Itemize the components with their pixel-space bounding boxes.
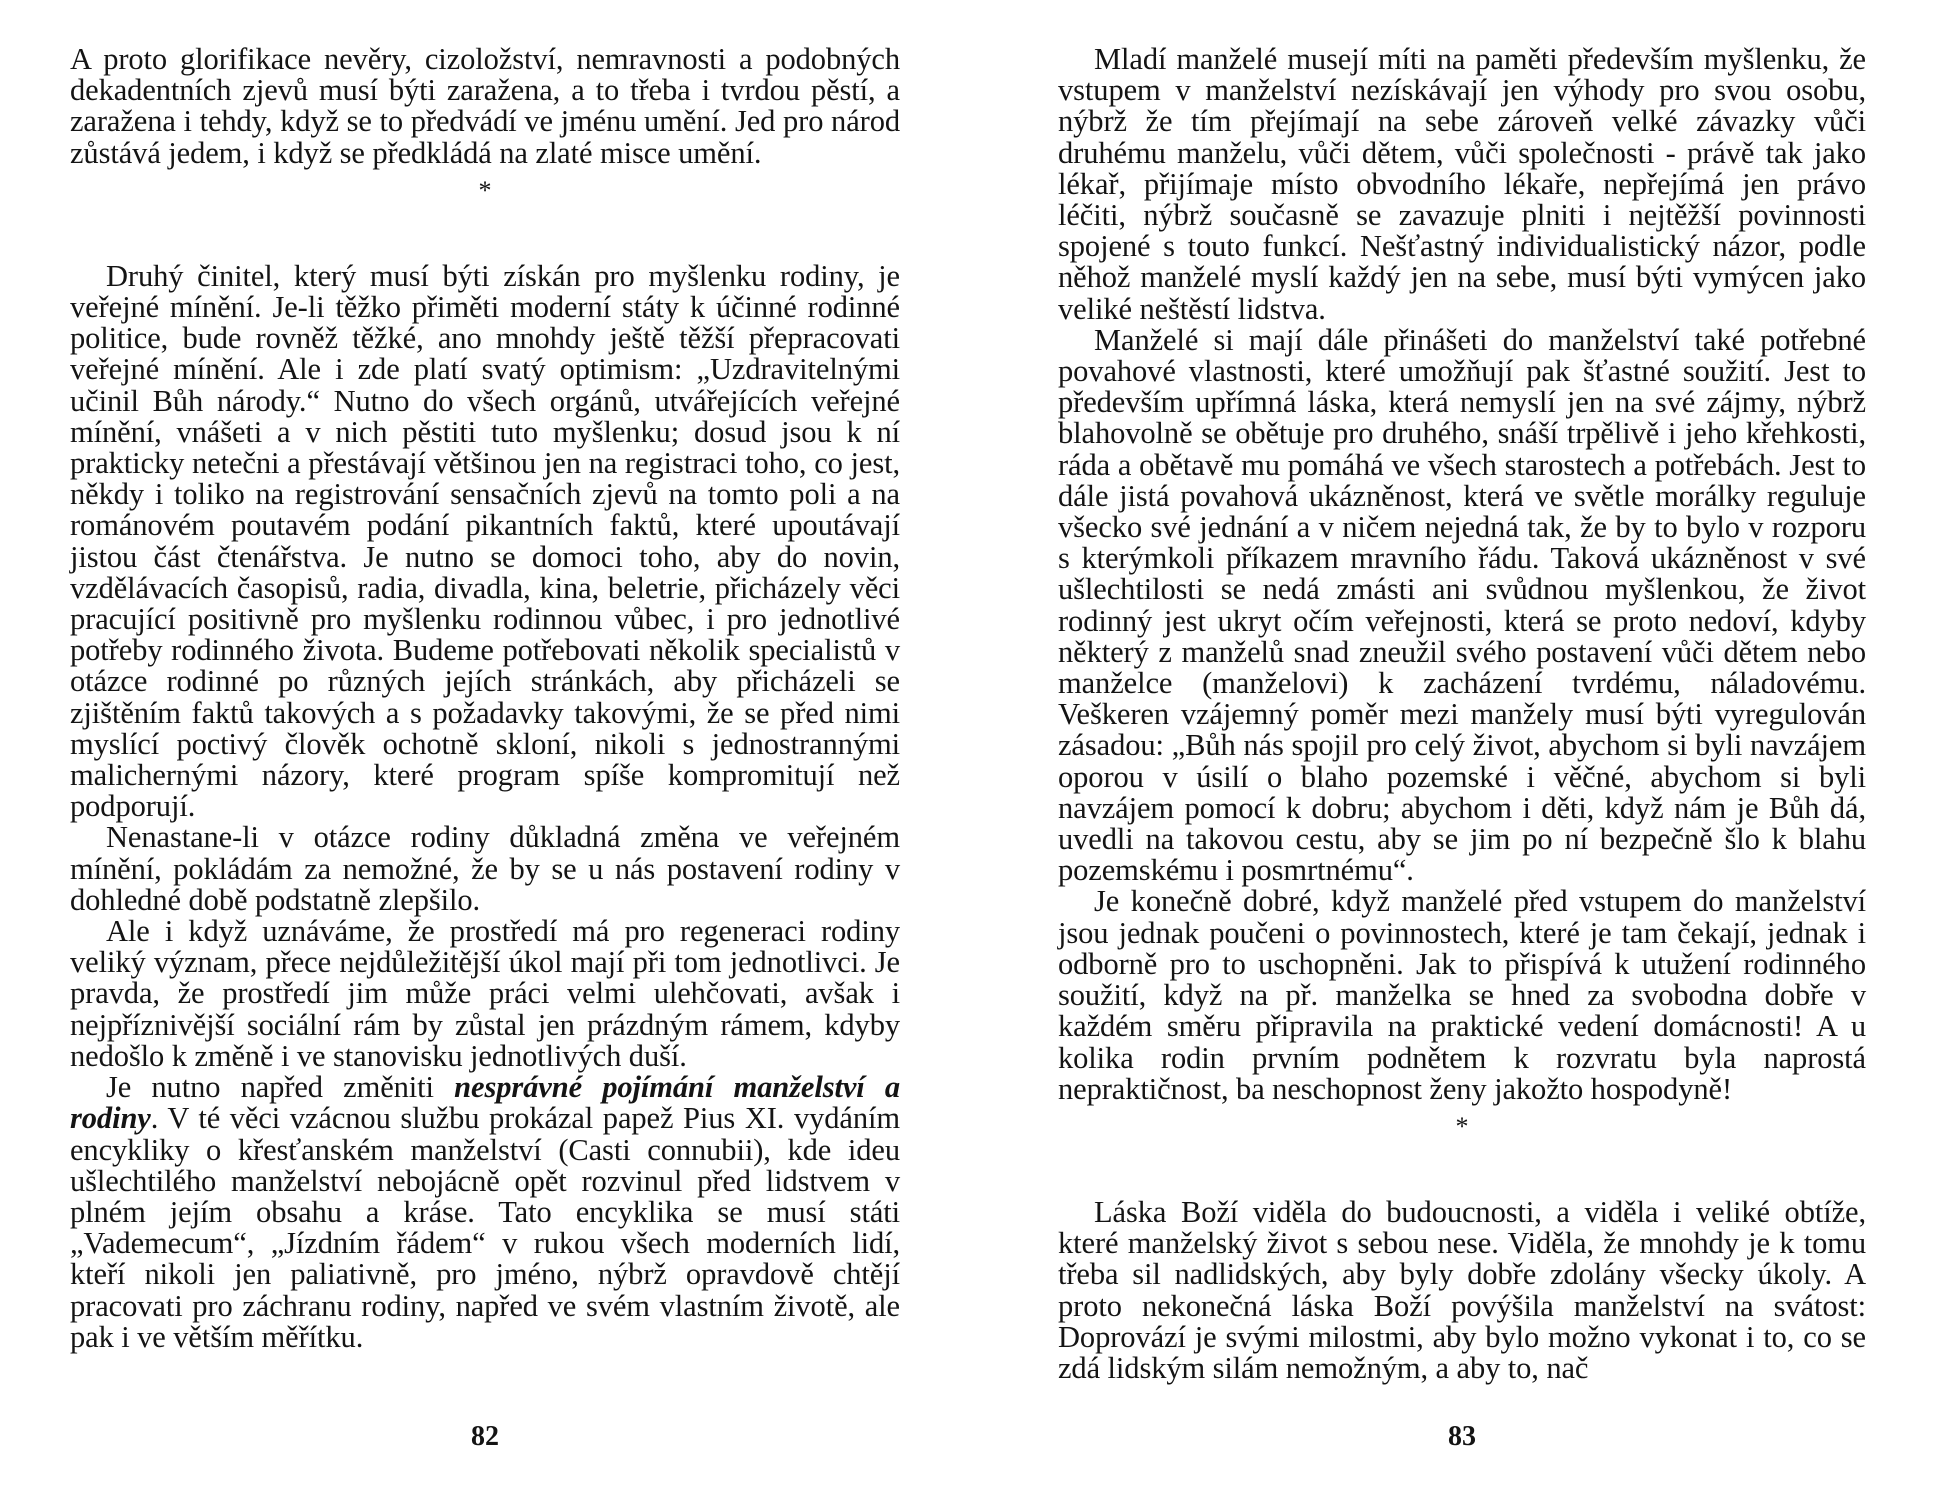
left-paragraph-intro: A proto glorifikace nevěry, cizoložství, nemravnosti a podobných dekadentních zjevů musí býti zaražena, a to třeba i tvrdou pěstí, a zaražena i tehdy, když se to předvádí ve jménu umění. Jed pro národ zůstává jedem, i když se předkládá na zlaté misce umění. xyxy=(70,42,900,170)
right-page-text xyxy=(1058,44,1866,1384)
right-paragraph-3: Je konečně dobré, když manželé před vstupem do manželství jsou jednak poučeni o povinnostech, které je tam čekají, jednak i odborně pro to uschopněni. Jak to přispívá k utužení rodinného soužití, když na př. manželka se hned za svobodna dobře v každém směru připravila na praktické vedení domácnosti! A u kolika rodin prvním podnětem k rozvratu byla naprostá nepraktičnost, ba neschopnost ženy jakožto hospodyně! xyxy=(1058,884,1866,1106)
page-number-left: 82 xyxy=(471,1421,499,1452)
left-paragraph-4-end: . V té věci vzácnou službu prokázal papež Pius XI. vydáním encykliky o křesťanském manželství (Casti connubii), kde ideu ušlechtilého manželství nebojácně opět rozvinul před lidstvem v plném jejím obsahu a kráse. Tato encyklika se musí státi „Vademecum“, „Jízdním řádem“ v rukou všech moderních lidí, kteří nikoli jen paliativně, pro jméno, nýbrž opravdově chtějí pracovati pro záchranu rodiny, napřed ve svém vlastním životě, ale pak i ve větším měřítku. xyxy=(70,1101,900,1354)
section-separator: * xyxy=(478,175,492,205)
section-separator: * xyxy=(1455,1111,1469,1141)
right-paragraph-4: Láska Boží viděla do budoucnosti, a viděla i veliké obtíže, které manželský život s sebou nese. Viděla, že mnohdy je k tomu třeba sil nadlidských, aby byly dobře zdolány všecky úkoly. A proto nekonečná láska Boží povýšila manželství na svátost: Doprovází je svými milostmi, aby bylo možno vykonat i to, co se zdá lidským silám nemožným, a aby to, nač xyxy=(1058,1194,1866,1385)
right-paragraph-1: Mladí manželé musejí míti na paměti především myšlenku, že vstupem v manželství nezískávají jen výhody pro svou osobu, nýbrž že tím přejímají na sebe zároveň velké závazky vůči druhému manželu, vůči dětem, vůči společnosti - právě tak jako lékař, přijímaje místo obvodního lékaře, nepřejímá jen právo léčiti, nýbrž současně se zavazuje plniti i nejtěžší povinnosti spojené s touto funkcí. Nešťastný individualistický názor, podle něhož manželé myslí každý jen na sebe, musí býti vymýcen jako veliké neštěstí lidstva. xyxy=(1058,42,1866,326)
left-paragraph-4-start: Je nutno napřed změniti xyxy=(106,1070,455,1105)
left-paragraph-2: Nenastane-li v otázce rodiny důkladná změna ve veřejném mínění, pokládám za nemožné, že by se u nás postavení rodiny v dohledné době podstatně zlepšilo. xyxy=(70,820,900,917)
right-paragraph-2: Manželé si mají dále přinášeti do manželství také potřebné povahové vlastnosti, které umožňují pak šťastné soužití. Jest to především upřímná láska, která nemyslí jen na své zájmy, nýbrž blahovolně se obětuje pro druhého, snáší trpělivě i jeho křehkosti, ráda a obětavě mu pomáhá ve všech starostech a potřebách. Jest to dále jistá povahová ukázněnost, která ve světle morálky reguluje všecko své jednání a v ničem nejedná tak, že by to bylo v rozporu s kterýmkoli příkazem mravního řádu. Taková ukázněnost v své ušlechtilosti se nedá zmásti ani svůdnou myšlenkou, že život rodinný jest ukryt očím veřejnosti, která se proto nedoví, kdyby některý z manželů snad zneužil svého postavení vůči dětem nebo manželce (manželovi) k zacházení tvrdému, náladovému. Veškeren vzájemný poměr mezi manžely musí býti vyregulován zásadou: „Bůh nás spojil pro celý život, abychom si byli navzájem oporou v úsilí o blaho pozemské i věčné, abychom si byli navzájem pomocí k dobru; abychom i děti, když nám je Bůh dá, uvedli na takovou cestu, aby se jim po ní bezpečně šlo k blahu pozemskému i posmrtnému“. xyxy=(1058,322,1866,888)
page-number-right: 83 xyxy=(1448,1421,1476,1452)
left-page xyxy=(70,0,900,1500)
left-paragraph-4-emphasis: nesprávné pojímání manželství a rodiny xyxy=(70,1070,900,1136)
left-paragraph-3: Ale i když uznáváme, že prostředí má pro regeneraci rodiny veliký význam, přece nejdůležitější úkol mají při tom jednotlivci. Je pravda, že prostředí jim může práci velmi ulehčovati, avšak i nejpříznivější sociální rám by zůstal jen prázdným rámem, kdyby nedošlo k změně i ve stanovisku jednotlivých duší. xyxy=(70,914,900,1073)
right-page xyxy=(1058,0,1866,1500)
left-page-text xyxy=(70,44,900,1353)
left-paragraph-4 xyxy=(70,1072,900,1353)
left-paragraph-1: Druhý činitel, který musí býti získán pro myšlenku rodiny, je veřejné mínění. Je-li těžko přiměti moderní státy k účinné rodinné politice, bude rovněž těžké, ano mnohdy ještě těžší přepracovati veřejné mínění. Ale i zde platí svatý optimism: „Uzdravitelnými učinil Bůh národy.“ Nutno do všech orgánů, utvářejících veřejné mínění, vnášeti a v nich pěstiti tuto myšlenku; dosud jsou k ní prakticky netečni a přestávají většinou jen na registraci toho, co jest, někdy i toliko na registrování sensačních zjevů na tomto poli a na románovém poutavém podání pikantních faktů, které upoutávají jistou část čtenářstva. Je nutno se domoci toho, aby do novin, vzdělávacích časopisů, radia, divadla, kina, beletrie, přicházely věci pracující positivně pro myšlenku rodinnou vůbec, i pro jednotlivé potřeby rodinného života. Budeme potřebovati několik specialistů v otázce rodinné po různých jejích stránkách, aby přicházeli se zjištěním faktů takových a s požadavky takovými, že se před nimi myslící poctivý člověk ochotně skloní, nikoli s jednostrannými malichernými názory, které program spíše kompromitují než podporují. xyxy=(70,258,900,824)
